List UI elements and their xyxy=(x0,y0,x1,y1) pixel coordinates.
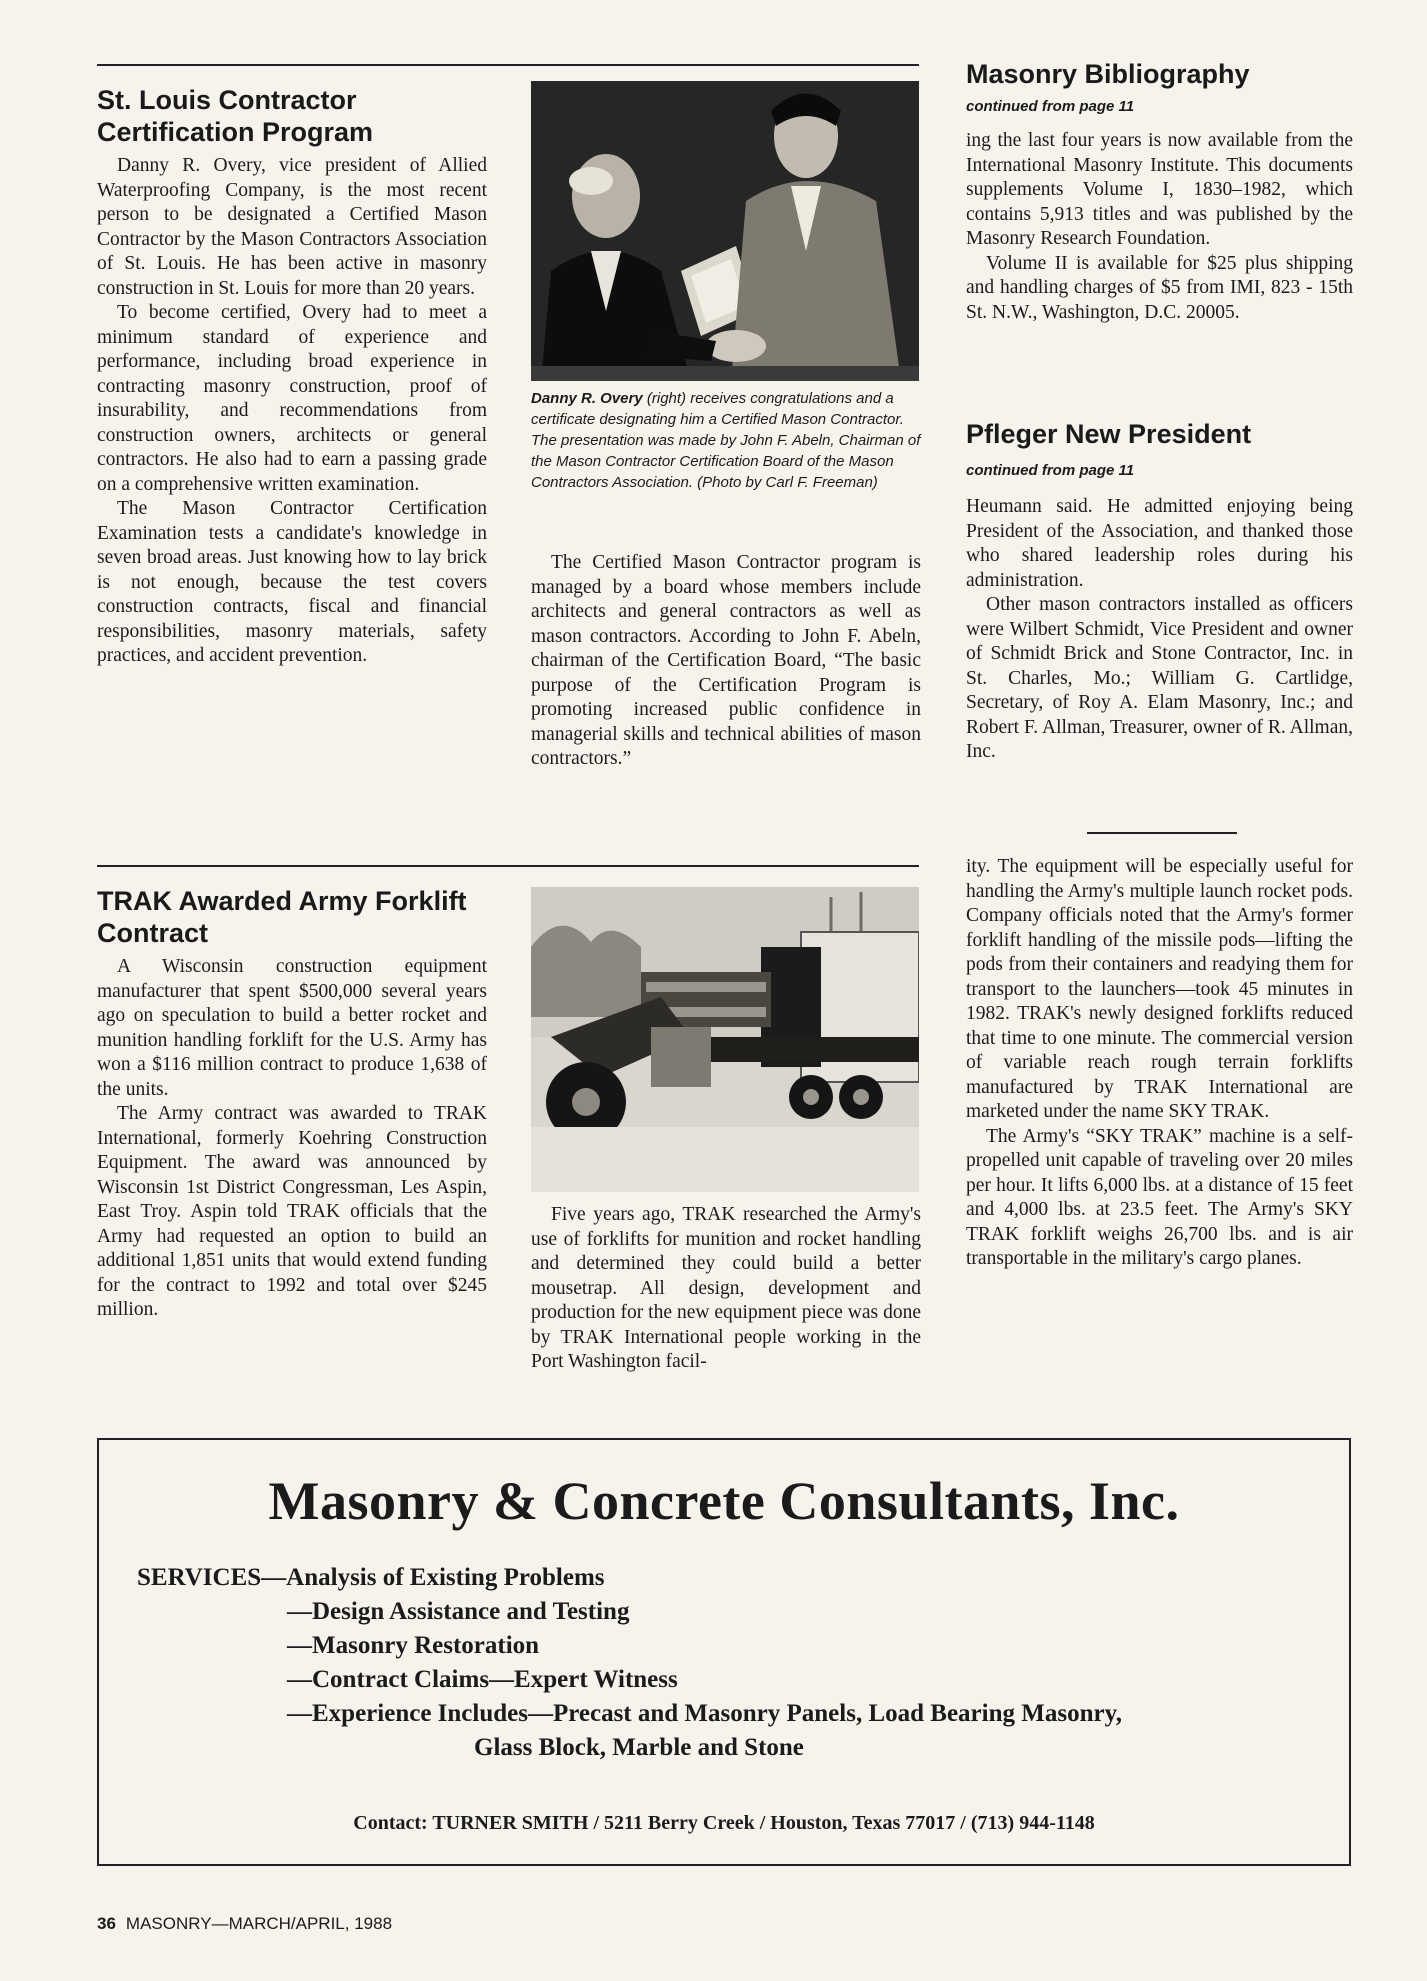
ad-service-line: SERVICES—Analysis of Existing Problems xyxy=(137,1564,605,1591)
pfleger-body xyxy=(966,495,1353,765)
ad-service-line: —Design Assistance and Testing xyxy=(287,1598,630,1625)
caption-name: Danny R. Overy xyxy=(531,390,643,407)
pfleger-paragraph: Other mason contractors installed as officers were Wilbert Schmidt, Vice President and owner of Schmidt Brick and Stone Contractor, Inc. in St. Charles, Mo.; William G. Cartlidge, Secretary, of Roy A. Elam Masonry, Inc.; and Robert F. Allman, Treasurer, owner of R. Allman, Inc. xyxy=(966,594,1353,762)
pfleger-end-rule xyxy=(1087,832,1237,834)
stlouis-paragraph: To become certified, Overy had to meet a minimum standard of experience and performance, including broad experience in contracting masonry construction, proof of insurability, and recommendations from construction owners, architects or general contractors. He also had to earn a passing grade on a comprehensive written examination. xyxy=(97,302,487,495)
bibliography-paragraph: ing the last four years is now available from the International Masonry Institute. This documents supplements Volume I, 1830–1982, which contains 5,913 titles and was published by the Masonry Research Foundation. xyxy=(966,130,1353,249)
forklift-photo-image xyxy=(531,887,919,1192)
handshake-photo-image xyxy=(531,81,919,381)
trak-headline: TRAK Awarded Army Forklift Contract xyxy=(97,886,467,948)
bibliography-body xyxy=(966,129,1353,325)
trak-paragraph: The Army's “SKY TRAK” machine is a self-propelled unit capable of traveling over 20 miles per hour. It lifts 6,000 lbs. at a distance of 15 feet and 4,000 lbs. at 23.5 feet. The Army's SKY TRAK forklift weighs 26,700 lbs. and is air transportable in the military's cargo planes. xyxy=(966,1125,1353,1269)
top-rule-left xyxy=(97,64,919,66)
trak-paragraph: Five years ago, TRAK researched the Army's use of forklifts for munition and rocket handling and determined they could build a better mousetrap. All design, development and production for the new equipment piece was done by TRAK International people working in the Port Washington facil- xyxy=(531,1204,921,1372)
bibliography-headline: Masonry Bibliography xyxy=(966,59,1250,89)
ad-service-line: —Masonry Restoration xyxy=(287,1632,540,1659)
ad-service-line: Glass Block, Marble and Stone xyxy=(474,1734,804,1761)
trak-body-col1 xyxy=(97,955,487,1323)
stlouis-paragraph: The Mason Contractor Certification Examination tests a candidate's knowledge in seven broad areas. Just knowing how to lay brick is not enough, because the test covers construction contracts, fiscal and financial responsibilities, masonry materials, safety practices, and accident prevention. xyxy=(97,498,487,666)
trak-col3 xyxy=(966,855,1353,1272)
stlouis-article xyxy=(97,84,487,669)
publication-line: MASONRY—MARCH/APRIL, 1988 xyxy=(125,1914,393,1933)
pfleger-continued: continued from page 11 xyxy=(966,462,1135,479)
trak-paragraph: The Army contract was awarded to TRAK International, formerly Koehring Construction Equipment. The award was announced by Wisconsin 1st District Congressman, Les Aspin, East Troy. Aspin told TRAK officials that the Army had requested an option to build an additional 1,851 units that would extend funding for the contract to 1992 and total over $245 million. xyxy=(97,1103,487,1320)
trak-paragraph: ity. The equipment will be especially useful for handling the Army's multiple launch rocket pods. Company officials noted that the Army's former forklift handling of the missile pods—lifting the pods from their containers and readying them for transport to the launchers—took 45 minutes in 1982. TRAK's newly designed forklifts reduced that time to one minute. The commercial version of variable reach rough terrain forklifts manufactured by TRAK International are marketed under the name SKY TRAK. xyxy=(966,856,1353,1122)
pfleger-paragraph: Heumann said. He admitted enjoying being President of the Association, and thanked those who shared leadership roles during his administration. xyxy=(966,496,1353,591)
bibliography-continued: continued from page 11 xyxy=(966,98,1135,115)
ad-service-line: —Experience Includes—Precast and Masonry Panels, Load Bearing Masonry, xyxy=(287,1700,1122,1727)
trak-col2 xyxy=(531,1203,921,1375)
stlouis-body xyxy=(97,154,487,669)
caption-text: (right) receives congratulations and a certificate designating him a Certified Mason Contractor. The presentation was made by John F. Abeln, Chairman of the Mason Contractor Certification Board of the Mason Contractors Association. (Photo by Carl F. Freeman) xyxy=(531,390,921,491)
stlouis-paragraph: Danny R. Overy, vice president of Allied Waterproofing Company, is the most recent person to be designated a Certified Mason Contractor by the Mason Contractors Association of St. Louis. He has been active in masonry construction in St. Louis for more than 20 years. xyxy=(97,155,487,299)
bibliography-article xyxy=(966,58,1353,325)
bibliography-paragraph: Volume II is available for $25 plus shipping and handling charges of $5 from IMI, 823 - 15th St. N.W., Washington, D.C. 20005. xyxy=(966,252,1353,323)
pfleger-article xyxy=(966,418,1353,765)
pfleger-headline: Pfleger New President xyxy=(966,419,1252,449)
ad-title: Masonry & Concrete Consultants, Inc. xyxy=(268,1471,1180,1531)
overy-handshake-photo xyxy=(531,81,919,381)
photo-caption xyxy=(531,388,923,493)
page-footer xyxy=(97,1914,392,1934)
stlouis-col2 xyxy=(531,551,921,772)
mid-rule-left xyxy=(97,865,919,867)
stlouis-headline: St. Louis Contractor Certification Program xyxy=(97,85,374,147)
stlouis-paragraph: The Certified Mason Contractor program is managed by a board whose members include architects and general contractors as well as mason contractors. According to John F. Abeln, chairman of the Certification Board, “The basic purpose of the Certification Program is promoting increased public confidence in managerial skills and technical abilities of mason contractors.” xyxy=(531,552,921,769)
consultants-advertisement xyxy=(97,1438,1351,1866)
trak-paragraph: A Wisconsin construction equipment manufacturer that spent $500,000 several years ago on speculation to build a better rocket and munition handling forklift for the U.S. Army has won a $116 million contract to produce 1,638 of the units. xyxy=(97,956,487,1100)
page-number: 36 xyxy=(97,1914,116,1933)
ad-contact: Contact: TURNER SMITH / 5211 Berry Creek / Houston, Texas 77017 / (713) 944-1148 xyxy=(353,1812,1095,1834)
ad-service-line: —Contract Claims—Expert Witness xyxy=(287,1666,678,1693)
forklift-truck-photo xyxy=(531,887,919,1192)
trak-article xyxy=(97,885,487,1323)
